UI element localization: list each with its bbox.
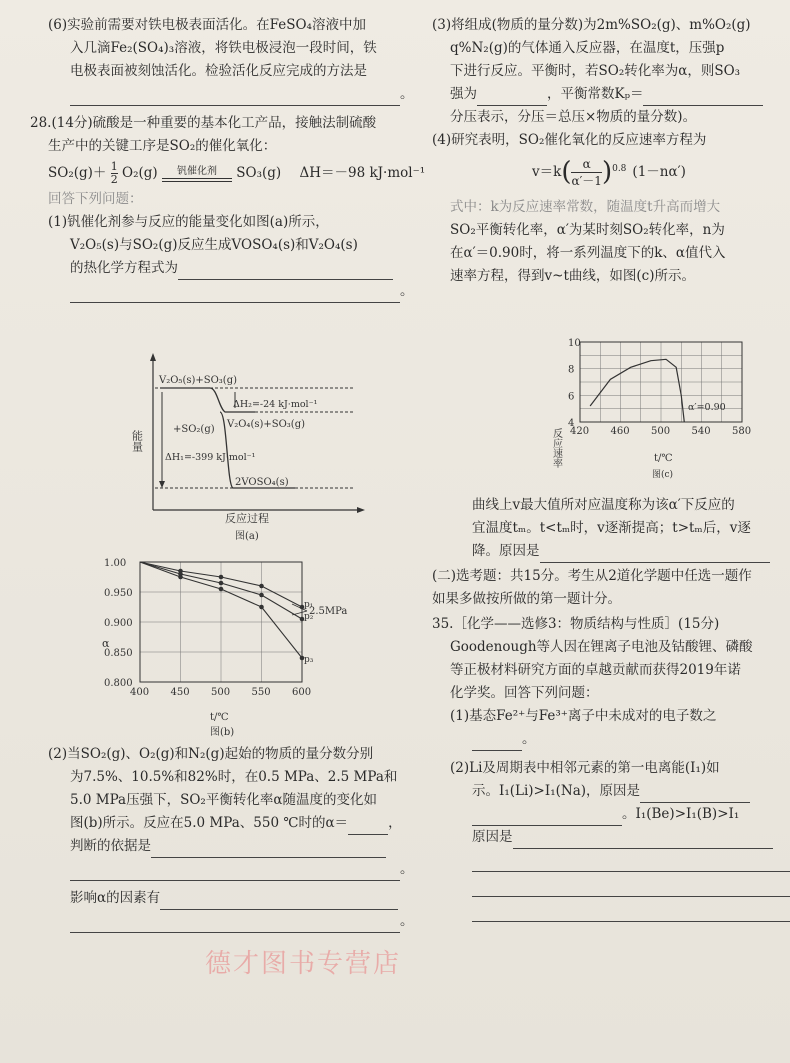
q2-period: 。	[400, 861, 414, 877]
chart-b-point	[259, 593, 264, 598]
factors-text: 影响α的因素有	[70, 890, 161, 906]
chart-b-ylabel: α	[102, 637, 110, 650]
alpha-answer-blank[interactable]	[348, 818, 388, 835]
chart-b-series-label: p₂	[304, 612, 314, 622]
factors-answer-blank-2[interactable]	[70, 916, 400, 933]
alpha-temperature-chart	[92, 552, 382, 740]
rate-eq-den-a: α′	[571, 173, 583, 188]
q35-2-line-4	[432, 826, 790, 849]
q1-answer-blank-2[interactable]	[70, 286, 400, 303]
q35-2-line-3	[432, 803, 790, 826]
q2-line-1: (2)当SO₂(g)、O₂(g)和N₂(g)起始的物质的量分数分别	[48, 746, 374, 762]
q35-1-period: 。	[522, 731, 536, 747]
chart-c-xtick: 500	[651, 426, 671, 437]
reaction-left: SO₂(g)＋	[48, 165, 107, 181]
q2-line-4-text: 图(b)所示。反应在5.0 MPa、550 ℃时的α＝	[70, 815, 349, 831]
chart-c-xtick: 420	[570, 426, 590, 437]
li-na-answer-blank-2[interactable]	[472, 809, 622, 826]
q3-line-3: 下进行反应。平衡时，若SO₂转化率为α，则SO₃	[450, 63, 741, 79]
rate-eq-den-b: －1	[582, 173, 602, 188]
q3-line-2: q%N₂(g)的气体通入反应器，在温度t，压强p	[450, 40, 725, 56]
kp-answer-blank[interactable]	[643, 89, 763, 106]
q35-2-line-3-text: 。I₁(Be)>I₁(B)>I₁	[622, 806, 740, 822]
q1-answer-line-2[interactable]	[30, 280, 414, 303]
q35-2-line-2	[432, 780, 790, 803]
rate-eq-tail: (1－nα′)	[632, 163, 686, 180]
chart-b-ytick: 0.900	[104, 618, 133, 629]
energy-diagram	[130, 350, 375, 545]
q28-line-2: 生产中的关键工序是SO₂的催化氧化：	[48, 138, 277, 154]
factors-period: 。	[400, 913, 414, 929]
q4-more-3: 在α′＝0.90时，将一系列温度下的k、α值代入	[450, 245, 726, 261]
reaction-dh: ΔH＝－98 kJ·mol⁻¹	[299, 165, 426, 181]
chart-b-xtick: 550	[251, 687, 271, 698]
q2-answer-line-2[interactable]	[30, 858, 414, 881]
energy-axis-label: 能量	[130, 430, 144, 452]
q35-line-2: Goodenough等人因在锂离子电池及钴酸锂、磷酸	[450, 639, 753, 655]
q2-line-4	[30, 812, 410, 835]
chart-b-xtick: 600	[292, 687, 312, 698]
q4-tail-2: 宜温度tₘ。t<tₘ时，v逐渐提高；t>tₘ后，v逐	[472, 520, 751, 536]
chart-b-ytick: 0.950	[104, 588, 133, 599]
q35-2-line-4-text: 原因是	[472, 829, 513, 845]
q35-line-3: 等正极材料研究方面的卓越贡献而获得2019年诺	[450, 662, 741, 678]
rate-eq-num: α	[571, 156, 601, 173]
reaction-fraction	[111, 161, 118, 186]
reaction-right: SO₃(g)	[236, 165, 282, 181]
factors-answer-blank[interactable]	[160, 893, 398, 910]
right-column-bottom	[432, 494, 790, 926]
q3-line-4	[432, 83, 790, 106]
rate-temperature-chart	[548, 336, 756, 484]
q4-more-2: SO₂平衡转化率，α′为某时刻SO₂转化率，n为	[450, 222, 725, 238]
q35-2-line-2-text: 示。I₁(Li)>I₁(Na)，原因是	[472, 783, 641, 799]
factors-answer-line-2[interactable]	[30, 910, 414, 933]
q4-tail-1: 曲线上v最大值所对应温度称为该α′下反应的	[472, 497, 735, 513]
q6-line-1: (6)实验前需要对铁电极表面活化。在FeSO₄溶液中加	[48, 17, 366, 33]
q1-period: 。	[400, 283, 414, 299]
q3-line-4-a: 强为	[450, 86, 477, 102]
chart-b-point	[219, 575, 224, 580]
q6-line-3: 电极表面被刻蚀活化。检验活化反应完成的方法是	[70, 63, 367, 79]
answer-prompt: 回答下列问题：	[48, 191, 143, 207]
chart-b-point	[259, 605, 264, 610]
catalyst-arrow	[162, 166, 232, 182]
q35-1-answer[interactable]	[432, 728, 790, 751]
basis-answer-blank[interactable]	[151, 841, 386, 858]
q6-answer-blank[interactable]	[70, 89, 400, 106]
chart-b-ytick: 0.800	[104, 678, 133, 689]
q2-line-3: 5.0 MPa压强下，SO₂平衡转化率α随温度的变化如	[70, 792, 377, 808]
chart-b-ytick: 1.00	[104, 558, 127, 569]
q1-line-1: (1)钒催化剂参与反应的能量变化如图(a)所示，	[48, 214, 329, 230]
fig-c-caption: 图(c)	[652, 470, 674, 480]
q3-line-5: 分压表示，分压＝总压×物质的量分数)。	[450, 109, 697, 125]
fraction-num: 1	[110, 160, 118, 173]
chart-c-ytick: 4	[568, 418, 575, 429]
chart-c-xtick: 580	[732, 426, 752, 437]
q2-comma: ，	[388, 815, 402, 831]
chart-b-point	[259, 584, 264, 589]
rate-equation: v＝k( $\frac{\alpha}{\alpha'-1}$ )0.8 (1－nα′)	[532, 156, 686, 188]
chart-b-xtick: 400	[130, 687, 150, 698]
catalyst-label: 钒催化剂	[176, 165, 217, 177]
chart-b-point	[219, 581, 224, 586]
q35-2-line-1: (2)Li及周期表中相邻元素的第一电离能(I₁)如	[450, 760, 720, 776]
q6-line-2: 入几滴Fe₂(SO₄)₃溶液，将铁电极浸泡一段时间，铁	[70, 40, 377, 56]
mid-left-label: +SO₂(g)	[173, 424, 215, 435]
fraction-den: 2	[110, 173, 118, 186]
chart-c-ytick: 6	[568, 391, 575, 403]
q6-answer-line[interactable]	[30, 83, 414, 106]
be-b-answer-line-2[interactable]	[472, 851, 790, 872]
chart-b-point	[219, 587, 224, 592]
left-column-bottom	[30, 743, 414, 933]
be-b-answer-line-4[interactable]	[472, 901, 790, 922]
chart-c-xlabel: t/℃	[654, 453, 673, 464]
left-column	[30, 14, 426, 303]
energy-bottom-label: 2VOSO₄(s)	[235, 477, 289, 488]
chart-b-series-label: p₃	[304, 655, 314, 665]
dh2-label: ΔH₂=-24 kJ·mol⁻¹	[233, 399, 318, 410]
chart-b-ytick: 0.850	[104, 648, 133, 659]
rate-eq-v: v＝k	[532, 163, 562, 180]
right-column	[432, 14, 790, 288]
fig-a-caption: 图(a)	[235, 531, 259, 542]
fig-b-caption: 图(b)	[210, 727, 235, 738]
pressure-label: 2.5MPa	[309, 606, 348, 617]
q4-tail-3	[432, 540, 790, 563]
energy-x-label: 反应过程	[225, 512, 269, 525]
rate-eq-exp: 0.8	[612, 164, 627, 174]
reaction-o2: O₂(g)	[122, 165, 158, 181]
pressure-answer-blank[interactable]	[477, 89, 547, 106]
q35-line-1: 35.［化学——选修3：物质结构与性质］(15分)	[432, 616, 720, 632]
chart-c-xtick: 540	[691, 426, 711, 437]
q2-line-2: 为7.5%、10.5%和82%时，在0.5 MPa、2.5 MPa和	[70, 769, 398, 785]
chart-c-annotation: α′=0.90	[688, 402, 726, 413]
energy-top-label: V₂O₅(s)+SO₃(g)	[159, 375, 238, 386]
q1-answer-blank[interactable]	[178, 263, 393, 280]
chart-c-ylabel: 反应速率	[550, 428, 562, 468]
li-na-answer-blank[interactable]	[640, 786, 750, 803]
q3-line-4-b: ，平衡常数Kₚ＝	[547, 86, 644, 102]
q4-more-4: 速率方程，得到v~t曲线，如图(c)所示。	[450, 268, 695, 284]
chart-c-ytick: 8	[568, 364, 575, 376]
basis-answer-blank-2[interactable]	[70, 864, 400, 881]
q1-line-3	[30, 257, 410, 280]
chart-b-point	[178, 575, 183, 580]
chart-b-xlabel: t/℃	[210, 712, 229, 723]
chart-b-xtick: 450	[170, 687, 190, 698]
be-b-answer-blank[interactable]	[513, 832, 773, 849]
chart-c-xtick: 460	[610, 426, 630, 437]
store-watermark: 德才图书专营店	[205, 949, 402, 979]
mid-right-label: V₂O₄(s)+SO₃(g)	[227, 419, 306, 430]
q35-1-answer-blank[interactable]	[472, 734, 522, 751]
chart-b-xtick: 500	[211, 687, 231, 698]
q1-line-3-text: 的热化学方程式为	[70, 260, 178, 276]
reaction-equation	[30, 158, 426, 188]
q35-line-4: 化学奖。回答下列问题：	[450, 685, 599, 701]
q2-line-5-text: 判断的依据是	[70, 838, 151, 854]
chart-c-ytick: 10	[568, 338, 581, 349]
reason-answer-blank[interactable]	[540, 546, 770, 563]
factors-line	[30, 887, 410, 910]
q2-line-5	[30, 835, 410, 858]
be-b-answer-line-3[interactable]	[472, 876, 790, 897]
dh1-label: ΔH₁=-399 kJ·mol⁻¹	[165, 452, 256, 463]
q28-line-1: 28.(14分)硫酸是一种重要的基本化工产品，接触法制硫酸	[30, 115, 377, 131]
rate-eq-den	[571, 173, 601, 189]
optional-line-1: (二)选考题：共15分。考生从2道化学题中任选一题作	[432, 568, 752, 584]
rate-eq-fraction	[571, 156, 601, 189]
q4-line-1: (4)研究表明，SO₂催化氧化的反应速率方程为	[432, 132, 707, 148]
chart-b-series-label: p₁	[304, 600, 314, 610]
q4-more-1: 式中：k为反应速率常数，随温度t升高而增大	[450, 199, 721, 215]
q3-line-1: (3)将组成(物质的量分数)为2m%SO₂(g)、m%O₂(g)	[432, 17, 751, 33]
optional-line-2: 如果多做按所做的第一题计分。	[432, 591, 621, 607]
q35-1: (1)基态Fe²⁺与Fe³⁺离子中未成对的电子数之	[450, 708, 717, 724]
q6-period: 。	[400, 86, 414, 102]
q4-tail-3-text: 降。原因是	[472, 543, 540, 559]
q1-line-2: V₂O₅(s)与SO₂(g)反应生成VOSO₄(s)和V₂O₄(s)	[70, 237, 358, 253]
